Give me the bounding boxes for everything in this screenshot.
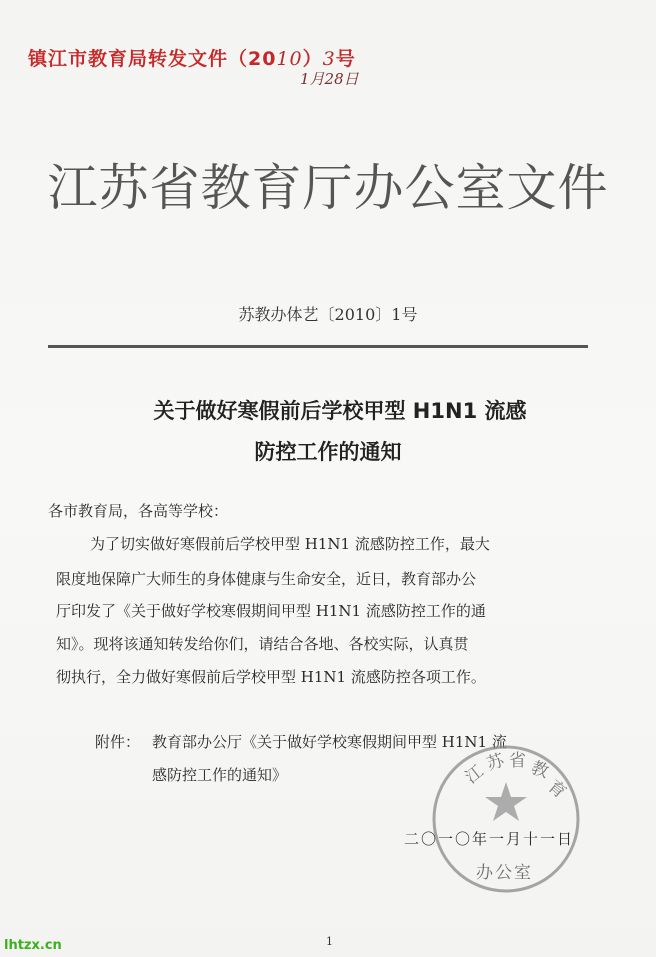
attachment-label: 附件： — [95, 733, 141, 751]
svg-text:苏: 苏 — [484, 750, 507, 775]
svg-text:教: 教 — [528, 757, 552, 783]
attachment-line-2: 感防控工作的通知》 — [152, 766, 288, 784]
site-watermark: lhtzx.cn — [4, 938, 62, 953]
forward-stamp-number: 3 — [322, 48, 336, 70]
svg-text:江: 江 — [461, 761, 488, 788]
seal-office-text: 办公室 — [476, 863, 533, 883]
body-line: 为了切实做好寒假前后学校甲型 H1N1 流感防控工作，最大 — [90, 535, 490, 553]
subject-line-1: 关于做好寒假前后学校甲型 H1N1 流感 — [153, 399, 527, 423]
attachment-line-1: 教育部办公厅《关于做好学校寒假期间甲型 H1N1 流 — [152, 733, 507, 751]
signature-date: 二〇一〇年一月十一日 — [404, 830, 575, 848]
subject-line-2: 防控工作的通知 — [254, 440, 402, 464]
body-line: 厅印发了《关于做好学校寒假期间甲型 H1N1 流感防控工作的通 — [56, 602, 486, 620]
forward-stamp-printed: 镇江市教育局转发文件（20 — [28, 48, 277, 70]
svg-text:省: 省 — [509, 751, 526, 771]
salutation: 各市教育局，各高等学校： — [48, 502, 229, 520]
svg-text:育: 育 — [543, 776, 570, 803]
forwarding-stamp — [28, 44, 356, 71]
header-divider — [48, 345, 588, 348]
forward-stamp-close: ） — [302, 48, 323, 70]
body-line: 知》。现将该通知转发给你们，请结合各地、各校实际，认真贯 — [56, 635, 469, 653]
document-header-title: 江苏省教育厅办公室文件 — [47, 159, 609, 217]
body-line: 限度地保障广大师生的身体健康与生命安全，近日，教育部办公 — [56, 570, 477, 588]
page-number: 1 — [326, 935, 333, 948]
forward-stamp-suffix: 号 — [335, 48, 356, 70]
forward-stamp-year: 10 — [276, 48, 303, 70]
body-line: 彻执行，全力做好寒假前后学校甲型 H1N1 流感防控各项工作。 — [56, 668, 486, 686]
handwritten-date: 1月28日 — [300, 70, 359, 88]
document-number: 苏教办体艺〔2010〕1号 — [238, 305, 418, 324]
